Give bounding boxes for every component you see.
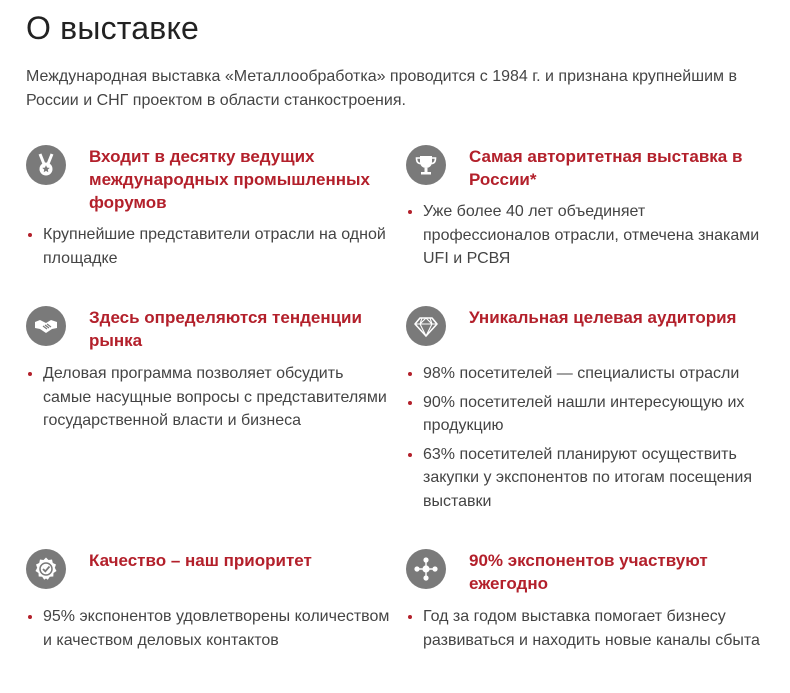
- diamond-icon: [406, 306, 446, 346]
- list-item: Деловая программа позволяет обсудить самые насущные вопросы с представителями государственной власти и бизнеса: [26, 362, 396, 433]
- feature-bullets: [26, 223, 396, 275]
- feature-bullets: [26, 605, 396, 657]
- feature-bullets: [406, 605, 776, 657]
- page-title: О выставке: [26, 10, 200, 46]
- feature-heading: 90% экспонентов участвуют ежегодно: [469, 551, 708, 593]
- trophy-icon: [406, 145, 446, 185]
- list-item: 63% посетителей планируют осуществить закупки у экспонентов по итогам посещения выставки: [406, 443, 776, 514]
- feature-bullets: [406, 200, 776, 276]
- medal-icon: [26, 145, 66, 185]
- feature-heading: Самая авторитетная выставка в России*: [469, 147, 743, 189]
- list-item: Год за годом выставка помогает бизнесу развиваться и находить новые каналы сбыта: [406, 605, 776, 652]
- feature-heading: Уникальная целевая аудитория: [469, 308, 737, 327]
- list-item: 95% экспонентов удовлетворены количеством и качеством деловых контактов: [26, 605, 396, 652]
- feature-heading: Качество – наш приоритет: [89, 551, 312, 570]
- feature-heading: Здесь определяются тенденции рынка: [89, 308, 362, 350]
- list-item: Крупнейшие представители отрасли на одной площадке: [26, 223, 396, 270]
- list-item: Уже более 40 лет объединяет профессионалов отрасли, отмечена знаками UFI и РСВЯ: [406, 200, 776, 271]
- handshake-icon: [26, 306, 66, 346]
- feature-heading: Входит в десятку ведущих международных промышленных форумов: [89, 147, 370, 212]
- intro-text: Международная выставка «Металлообработка» проводится с 1984 г. и признана крупнейшим в России и СНГ проектом в области станкостроения.: [26, 68, 737, 109]
- quality-seal-icon: [26, 549, 66, 589]
- feature-bullets: [406, 362, 776, 518]
- list-item: 98% посетителей — специалисты отрасли: [406, 362, 776, 386]
- feature-bullets: [26, 362, 396, 438]
- list-item: 90% посетителей нашли интересующую их продукцию: [406, 391, 776, 438]
- network-icon: [406, 549, 446, 589]
